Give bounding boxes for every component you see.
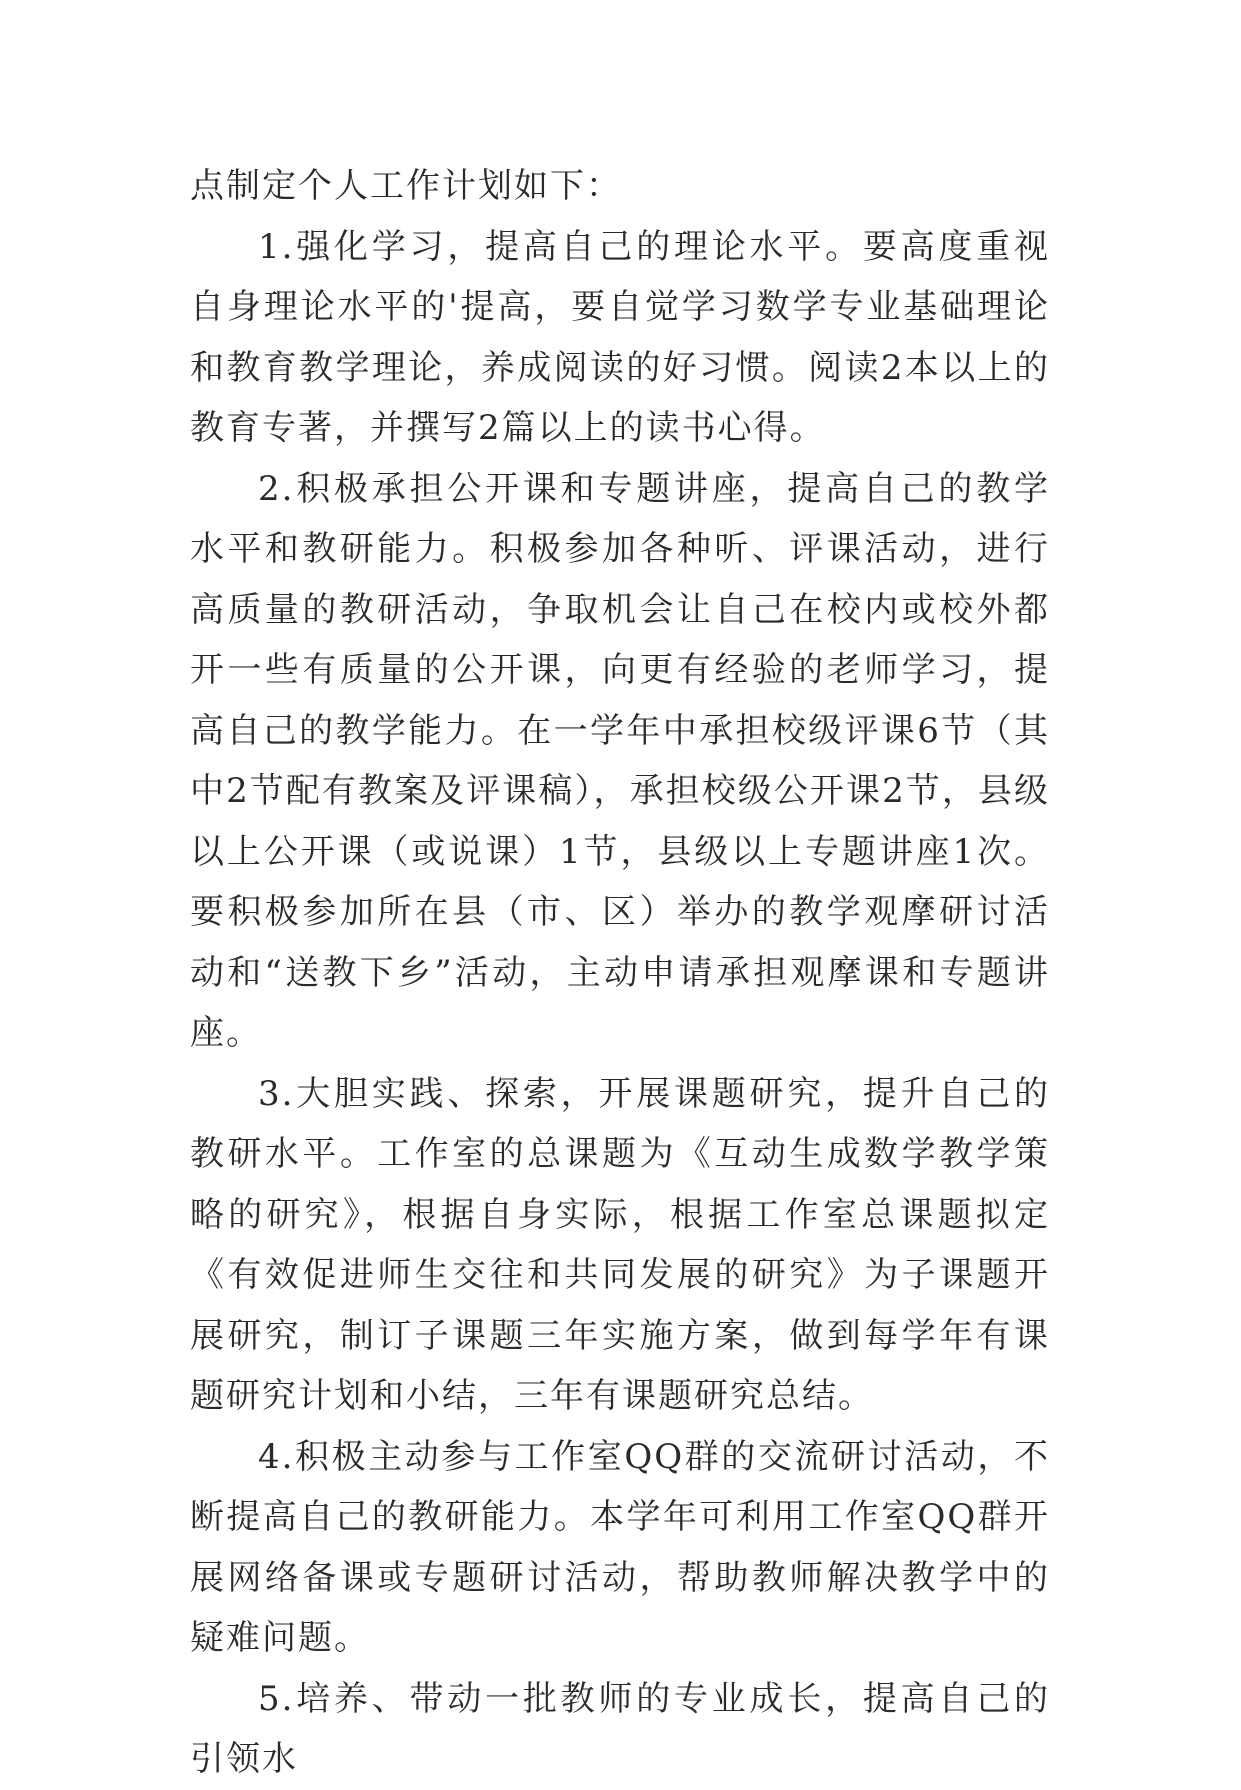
document-body	[190, 156, 1050, 1790]
paragraph-intro: 点制定个人工作计划如下：	[190, 166, 622, 206]
paragraph-item-5: 5.培养、带动一批教师的专业成长，提高自己的引领水	[190, 1678, 1050, 1779]
paragraph-item-1: 1.强化学习，提高自己的理论水平。要高度重视自身理论水平的'提高，要自觉学习数学专业基础理论和教育教学理论，养成阅读的好习惯。阅读2本以上的教育专著，并撰写2篇以上的读书心得。	[190, 226, 1050, 448]
paragraph-item-4: 4.积极主动参与工作室QQ群的交流研讨活动，不断提高自己的教研能力。本学年可利用工作室QQ群开展网络备课或专题研讨活动，帮助教师解决教学中的疑难问题。	[190, 1436, 1050, 1658]
paragraph-item-2: 2.积极承担公开课和专题讲座，提高自己的教学水平和教研能力。积极参加各种听、评课活动，进行高质量的教研活动，争取机会让自己在校内或校外都开一些有质量的公开课，向更有经验的老师学习，提高自己的教学能力。在一学年中承担校级评课6节（其中2节配有教案及评课稿），承担校级公开课2节，县级以上公开课（或说课）1节，县级以上专题讲座1次。要积极参加所在县（市、区）举办的教学观摩研讨活动和“送教下乡”活动，主动申请承担观摩课和专题讲座。	[190, 468, 1050, 1053]
paragraph-item-3: 3.大胆实践、探索，开展课题研究，提升自己的教研水平。工作室的总课题为《互动生成数学教学策略的研究》，根据自身实际，根据工作室总课题拟定《有效促进师生交往和共同发展的研究》为子课题开展研究，制订子课题三年实施方案，做到每学年有课题研究计划和小结，三年有课题研究总结。	[190, 1073, 1050, 1416]
